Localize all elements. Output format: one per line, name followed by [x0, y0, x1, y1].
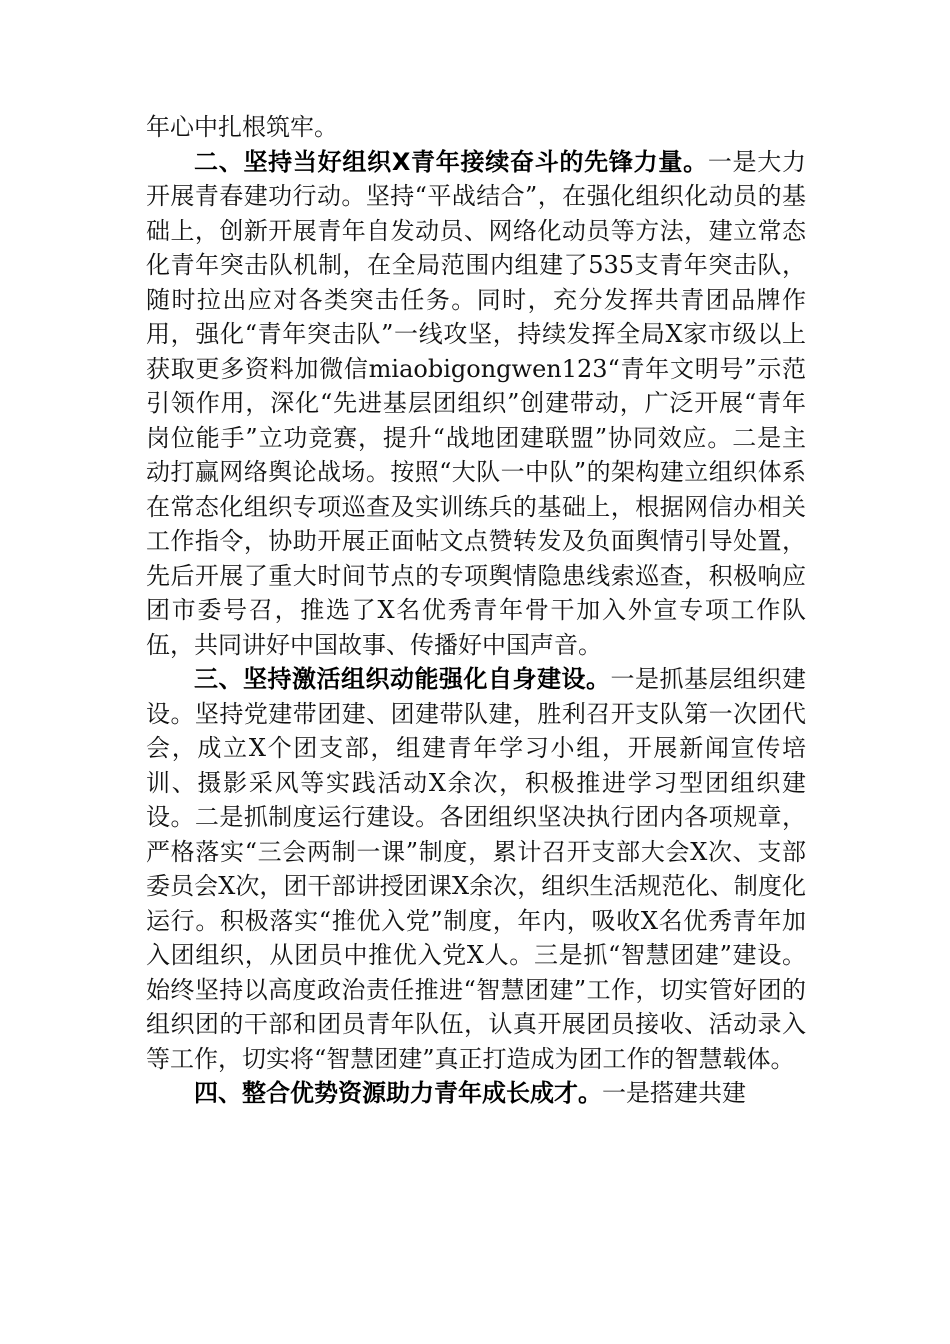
section-body-4: 一是搭建共建 — [602, 1079, 746, 1107]
section-heading-2: 二、坚持当好组织X青年接续奋斗的先锋力量。 — [194, 147, 708, 176]
document-body — [146, 110, 806, 1111]
section-heading-4: 四、整合优势资源助力青年成长成才。 — [194, 1079, 602, 1107]
section-paragraph-3 — [146, 662, 806, 1076]
section-heading-3: 三、坚持激活组织动能强化自身建设。 — [194, 665, 611, 693]
section-body-2: 一是大力开展青春建功行动。坚持“平战结合”，在强化组织化动员的基础上，创新开展青年自发动员、网络化动员等方法，建立常态化青年突击队机制，在全局范围内组建了535支青年突击队，随时拉出应对各类突击任务。同时，充分发挥共青团品牌作用，强化“青年突击队”一线攻坚，持续发挥全局X家市级以上获取更多资料加微信miaobigongwen123“青年文明号”示范引领作用，深化“先进基层团组织”创建带动，广泛开展“青年岗位能手”立功竞赛，提升“战地团建联盟”协同效应。二是主动打赢网络舆论战场。按照“大队一中队”的架构建立组织体系在常态化组织专项巡查及实训练兵的基础上，根据网信办相关工作指令，协助开展正面帖文点赞转发及负面舆情引导处置，先后开展了重大时间节点的专项舆情隐患线索巡查，积极响应团市委号召，推选了X名优秀青年骨干加入外宣专项工作队伍，共同讲好中国故事、传播好中国声音。 — [146, 147, 806, 659]
section-body-3: 一是抓基层组织建设。坚持党建带团建、团建带队建，胜利召开支队第一次团代会，成立X个团支部，组建青年学习小组，开展新闻宣传培训、摄影采风等实践活动X余次，积极推进学习型团组织建设。二是抓制度运行建设。各团组织坚决执行团内各项规章，严格落实“三会两制一课”制度，累计召开支部大会X次、支部委员会X次，团干部讲授团课X余次，组织生活规范化、制度化运行。积极落实“推优入党”制度，年内，吸收X名优秀青年加入团组织，从团员中推优入党X人。三是抓“智慧团建”建设。始终坚持以高度政治责任推进“智慧团建”工作，切实管好团的组织团的干部和团员青年队伍，认真开展团员接收、活动录入等工作，切实将“智慧团建”真正打造成为团工作的智慧载体。 — [146, 665, 806, 1073]
section-paragraph-4 — [146, 1076, 806, 1111]
continuation-paragraph: 年心中扎根筑牢。 — [146, 113, 338, 141]
section-paragraph-2 — [146, 145, 806, 663]
